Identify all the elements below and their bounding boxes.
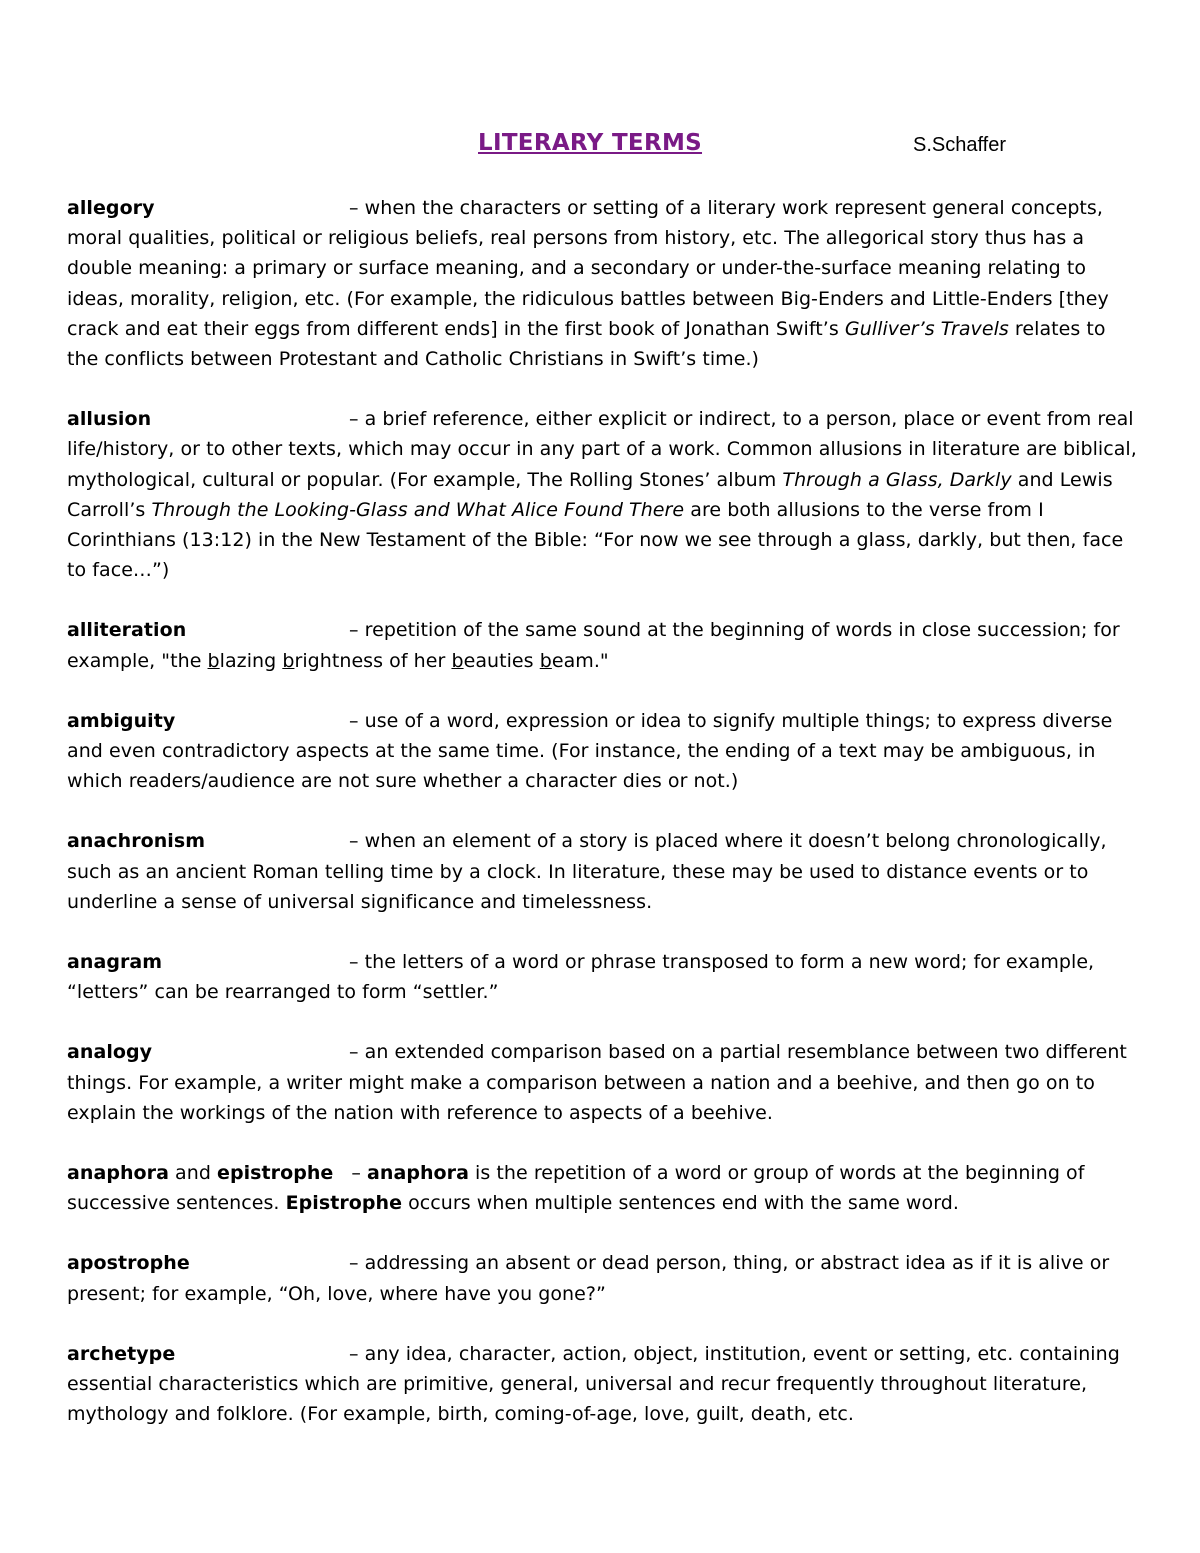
definition-text: – a brief reference, either explicit or indirect, to a person, place or event from real life/history, or to other texts, which may occur in any part of a work. Common allusions in literature are biblical, mythological, cultural or popular. (For example, The Rolling Stones’ album: [67, 408, 1137, 491]
term-conjunction: and: [168, 1162, 218, 1185]
definition-text: – addressing an absent or dead person, thing, or abstract idea as if it is alive or present; for example, “Oh, love, where have you gone?”: [67, 1252, 1110, 1305]
definition-text: lazing: [219, 649, 283, 672]
definition-text: occurs when multiple sentences end with the same word.: [402, 1192, 959, 1215]
definition-italic-title: Through a Glass, Darkly: [782, 468, 1012, 491]
underlined-letter: b: [451, 649, 464, 672]
underlined-letter: b: [207, 649, 220, 672]
definition-text: – any idea, character, action, object, institution, event or setting, etc. containing essential characteristics which are primitive, general, universal and recur frequently throughout literature, mythology and folklore. (For example, birth, coming-of-age, love, guilt, death, etc.: [67, 1342, 1120, 1426]
page-header: [0, 130, 1200, 166]
term-apostrophe: apostrophe: [67, 1252, 190, 1275]
definition-text: –: [351, 1162, 367, 1185]
definition-italic-title: Through the Looking-Glass and What Alice Found There: [151, 498, 685, 521]
glossary-list: [67, 193, 1137, 1460]
definition-italic-title: Gulliver’s Travels: [844, 317, 1009, 340]
definition-text: eauties: [463, 649, 540, 672]
glossary-entry-ambiguity: [67, 706, 1137, 797]
term-anagram: anagram: [67, 951, 163, 974]
author-name: S.Schaffer: [913, 134, 1007, 156]
definition-text: – the letters of a word or phrase transposed to form a new word; for example, “letters” can be rearranged to form “settler.”: [67, 951, 1095, 1004]
term-allegory: allegory: [67, 197, 155, 219]
definition-text: – repetition of the same sound at the beginning of words in close succession; for example, "the: [67, 619, 1120, 672]
definition-text: – when an element of a story is placed where it doesn’t belong chronologically, such as an ancient Roman telling time by a clock. In literature, these may be used to distance events or to underline a sense of universal significance and timelessness.: [67, 830, 1107, 913]
glossary-entry-archetype: [67, 1339, 1137, 1430]
definition-bold-term: Epistrophe: [285, 1192, 403, 1215]
definition-text: relates to the conflicts between Protestant and Catholic Christians in Swift’s time.): [67, 317, 1106, 371]
term-anachronism: anachronism: [67, 830, 206, 853]
glossary-entry-anagram: [67, 947, 1137, 1007]
term-ambiguity: ambiguity: [67, 709, 176, 732]
glossary-entry-allegory: [67, 193, 1137, 374]
glossary-entry-analogy: [67, 1037, 1137, 1128]
definition-text: is the repetition of a word or group of words at the beginning of successive sentences.: [67, 1162, 1085, 1215]
glossary-entry-apostrophe: [67, 1248, 1137, 1308]
glossary-entry-allusion: [67, 404, 1137, 585]
underlined-letter: b: [282, 649, 295, 672]
definition-bold-term: anaphora: [367, 1162, 469, 1185]
term-epistrophe: epistrophe: [217, 1162, 334, 1185]
term-alliteration: alliteration: [67, 619, 187, 642]
definition-text: eam.": [551, 649, 609, 672]
definition-text: – use of a word, expression or idea to signify multiple things; to express diverse and even contradictory aspects at the same time. (For instance, the ending of a text may be ambiguous, in which readers/audience are not sure whether a character dies or not.): [67, 709, 1113, 793]
term-archetype: archetype: [67, 1342, 176, 1365]
glossary-entry-anaphora-epistrophe: [67, 1158, 1137, 1218]
definition-text: and Lewis Carroll’s: [67, 468, 1113, 521]
page-title: LITERARY TERMS: [478, 130, 703, 156]
definition-text: rightness of her: [294, 649, 452, 672]
term-allusion: allusion: [67, 408, 152, 431]
underlined-letter: b: [539, 649, 552, 672]
term-anaphora-epistrophe: [67, 1158, 333, 1188]
glossary-entry-anachronism: [67, 826, 1137, 917]
definition-text: – an extended comparison based on a partial resemblance between two different things. For example, a writer might make a comparison between a nation and a beehive, and then go on to explain the workings of the nation with reference to aspects of a beehive.: [67, 1041, 1127, 1124]
definition-text: are both allusions to the verse from I Corinthians (13:12) in the New Testament of the Bible: “For now we see through a glass, darkly, but then, face to face…”): [67, 498, 1124, 582]
term-anaphora: anaphora: [67, 1162, 169, 1185]
term-analogy: analogy: [67, 1041, 153, 1064]
glossary-entry-alliteration: [67, 615, 1137, 675]
definition-text: – when the characters or setting of a literary work represent general concepts, moral qualities, political or religious beliefs, real persons from history, etc. The allegorical story thus has a double meaning: a primary or surface meaning, and a secondary or under-the-surface meaning relating to ideas, morality, religion, etc. (For example, the ridiculous battles between Big-Enders and Little-Enders [they crack and eat their eggs from different ends] in the first book of Jonathan Swift’s: [67, 197, 1109, 340]
